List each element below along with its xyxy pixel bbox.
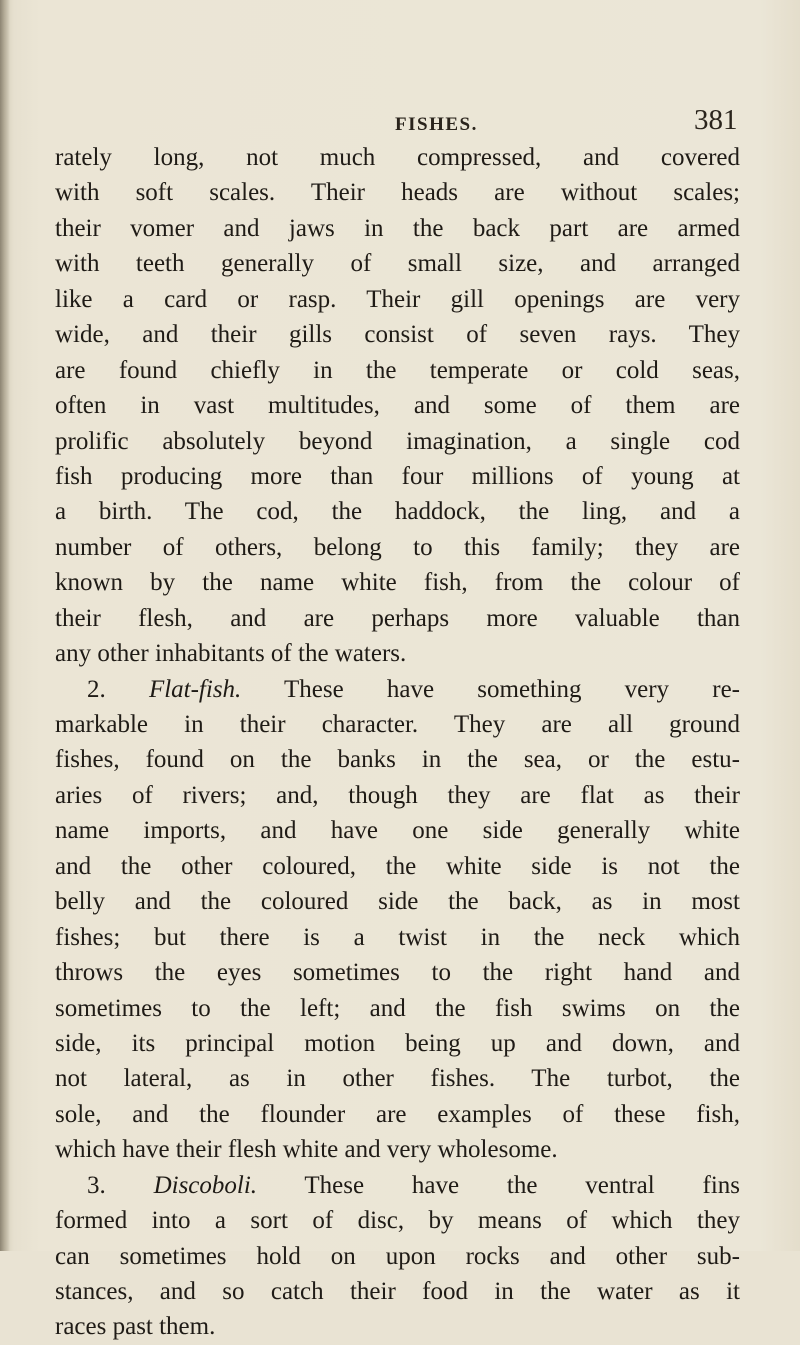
text-line: not lateral, as in other fishes. The turbot, the: [55, 1065, 740, 1093]
section-number: 2.: [87, 675, 106, 703]
text-line: prolific absolutely beyond imagination, a single cod: [55, 427, 740, 455]
text-line: formed into a sort of disc, by means of which they: [55, 1207, 740, 1235]
text-line: known by the name white fish, from the colour of: [55, 569, 740, 597]
text-line: and the other coloured, the white side is not the: [55, 852, 740, 880]
text-line: fish producing more than four millions of young at: [55, 462, 740, 490]
running-head-title: FISHES.: [395, 114, 478, 135]
text-line: with soft scales. Their heads are without scales;: [55, 179, 740, 207]
text-line: wide, and their gills consist of seven rays. They: [55, 321, 740, 349]
text-line: are found chiefly in the temperate or cold seas,: [55, 356, 740, 384]
page-number: 381: [694, 104, 738, 136]
text-line: name imports, and have one side generally white: [55, 817, 740, 845]
text-line: stances, and so catch their food in the water as it: [55, 1278, 740, 1305]
section-heading-line-flatfish: [55, 672, 740, 707]
text-line: number of others, belong to this family; they are: [55, 533, 740, 561]
text-line: rately long, not much compressed, and covered: [55, 144, 740, 171]
text-line: can sometimes hold on upon rocks and other sub-: [55, 1242, 740, 1270]
text-line: which have their flesh white and very wholesome.: [55, 1136, 558, 1164]
text-line: their vomer and jaws in the back part are armed: [55, 214, 740, 242]
section-first-line: These have something very re-: [284, 675, 740, 703]
text-line: markable in their character. They are all ground: [55, 711, 740, 738]
text-line: races past them.: [55, 1313, 216, 1341]
section-number: 3.: [87, 1171, 106, 1199]
binding-gutter-shadow: [0, 0, 10, 1251]
section-heading-line-discoboli: [55, 1168, 740, 1203]
text-line: their flesh, and are perhaps more valuable than: [55, 604, 740, 632]
section-first-line: These have the ventral fins: [304, 1171, 740, 1199]
text-line: fishes; but there is a twist in the neck which: [55, 923, 740, 951]
text-line: belly and the coloured side the back, as in most: [55, 888, 740, 916]
text-line: like a card or rasp. Their gill openings are very: [55, 285, 740, 313]
text-line: sometimes to the left; and the fish swims on the: [55, 994, 740, 1022]
text-line: often in vast multitudes, and some of them are: [55, 392, 740, 420]
text-line: fishes, found on the banks in the sea, or the estu-: [55, 746, 740, 774]
section-name: Flat-fish.: [148, 675, 242, 703]
text-line: a birth. The cod, the haddock, the ling, and a: [55, 498, 740, 526]
text-line: throws the eyes sometimes to the right hand and: [55, 959, 740, 987]
text-line: with teeth generally of small size, and arranged: [55, 250, 740, 278]
section-name: Discoboli.: [153, 1171, 258, 1199]
running-head: [0, 96, 800, 136]
body-text: [55, 140, 740, 1345]
text-line: any other inhabitants of the waters.: [55, 640, 407, 668]
text-line: side, its principal motion being up and down, and: [55, 1029, 740, 1057]
text-line: aries of rivers; and, though they are flat as their: [55, 781, 740, 809]
text-line: sole, and the flounder are examples of these fish,: [55, 1100, 740, 1128]
